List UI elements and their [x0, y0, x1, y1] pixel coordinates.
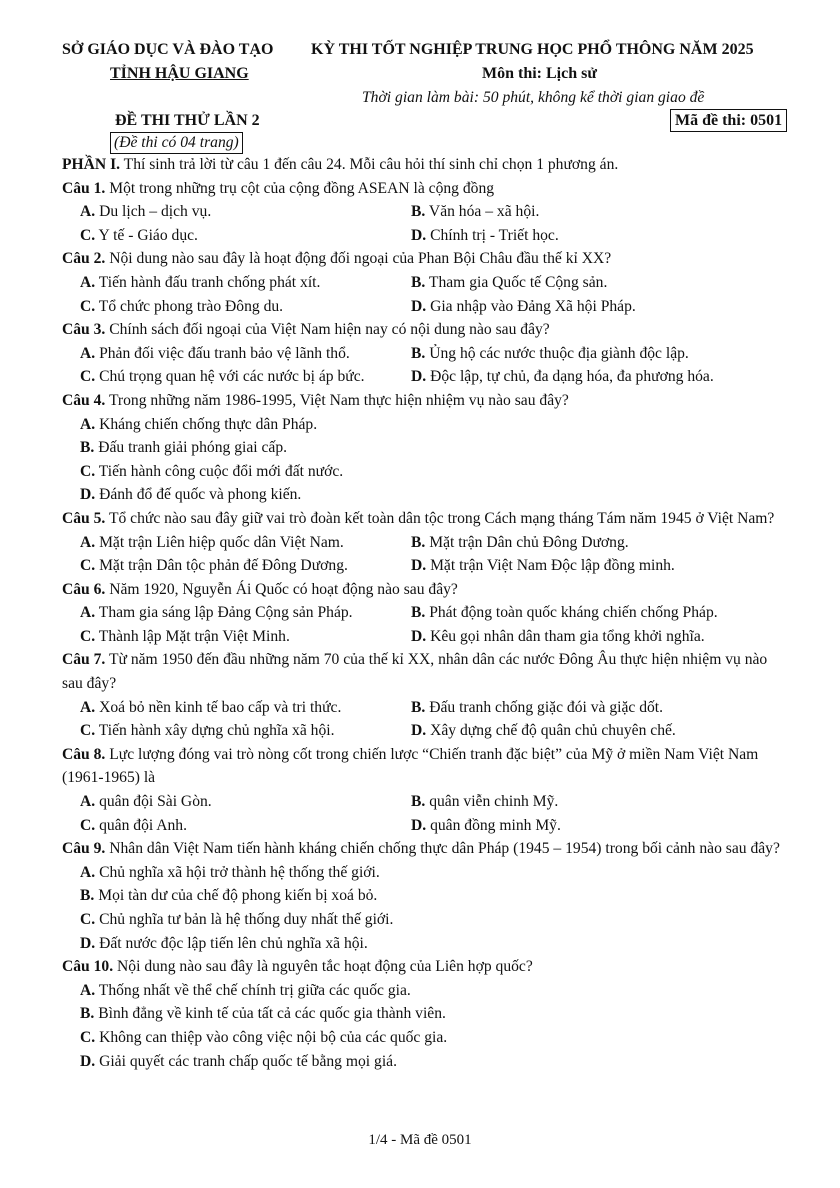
- option-text: Đất nước độc lập tiến lên chủ nghĩa xã hội.: [95, 934, 368, 952]
- option-letter: D.: [411, 368, 427, 386]
- option-letter: B.: [411, 344, 426, 362]
- option-text: Văn hóa – xã hội.: [425, 203, 540, 221]
- option-letter: A.: [80, 863, 96, 881]
- option-letter: D.: [80, 486, 96, 504]
- answer-option: [411, 601, 790, 625]
- option-letter: A.: [80, 698, 96, 716]
- question-number: Câu 8.: [62, 745, 106, 763]
- option-row: [62, 790, 790, 814]
- question-3: [62, 318, 790, 389]
- option-letter: B.: [411, 793, 426, 811]
- question-number: Câu 1.: [62, 179, 106, 197]
- part-text: Thí sinh trả lời từ câu 1 đến câu 24. Mỗi câu hỏi thí sinh chỉ chọn 1 phương án.: [120, 156, 619, 173]
- question-text: Tổ chức nào sau đây giữ vai trò đoàn kết toàn dân tộc trong Cách mạng tháng Tám năm 1945 ở Việt Nam?: [105, 509, 775, 527]
- question-number: Câu 6.: [62, 580, 106, 598]
- answer-option: [62, 224, 411, 248]
- answer-option: [62, 814, 411, 838]
- questions-section: [62, 153, 790, 1073]
- option-row: [62, 295, 790, 319]
- option-row: [62, 224, 790, 248]
- option-text: Du lịch – dịch vụ.: [95, 203, 212, 221]
- question-number: Câu 7.: [62, 651, 106, 669]
- subject-line: Môn thi: Lịch sử: [482, 65, 597, 82]
- option-text: Không can thiệp vào công việc nội bộ của các quốc gia.: [95, 1028, 448, 1046]
- option-letter: C.: [80, 297, 96, 315]
- province-name: TỈNH HẬU GIANG: [110, 65, 249, 82]
- option-text: Đấu tranh giải phóng giai cấp.: [94, 439, 288, 457]
- answer-option: [411, 554, 790, 578]
- option-text: Độc lập, tự chủ, đa dạng hóa, đa phương hóa.: [426, 368, 714, 386]
- question-stem: [62, 318, 790, 342]
- option-letter: B.: [80, 439, 95, 457]
- option-letter: A.: [80, 793, 96, 811]
- option-letter: C.: [80, 368, 96, 386]
- part-label: PHẦN I.: [62, 156, 121, 173]
- option-letter: C.: [80, 627, 96, 645]
- question-stem: [62, 578, 790, 602]
- option-text: Giải quyết các tranh chấp quốc tế bằng mọi giá.: [95, 1052, 397, 1070]
- page-footer: 1/4 - Mã đề 0501: [368, 1132, 472, 1148]
- question-text: Nội dung nào sau đây là hoạt động đối ngoại của Phan Bội Châu đầu thế kỉ XX?: [105, 250, 612, 268]
- question-8: [62, 743, 790, 837]
- answer-option: [62, 200, 411, 224]
- question-10: [62, 955, 790, 1073]
- answer-option: [62, 908, 790, 932]
- answer-option: [62, 790, 411, 814]
- answer-option: [411, 814, 790, 838]
- question-text: Chính sách đối ngoại của Việt Nam hiện nay có nội dung nào sau đây?: [105, 321, 550, 339]
- option-text: Phát động toàn quốc kháng chiến chống Pháp.: [425, 604, 718, 622]
- option-letter: D.: [411, 627, 427, 645]
- answer-option: [411, 295, 790, 319]
- option-letter: D.: [80, 1052, 96, 1070]
- option-text: Thống nhất về thể chế chính trị giữa các quốc gia.: [95, 981, 411, 999]
- question-1: [62, 177, 790, 248]
- question-number: Câu 4.: [62, 391, 106, 409]
- option-text: Tiến hành công cuộc đổi mới đất nước.: [95, 462, 344, 480]
- answer-option: [411, 790, 790, 814]
- option-letter: C.: [80, 462, 96, 480]
- option-text: Tiến hành đấu tranh chống phát xít.: [95, 273, 321, 291]
- exam-code-box: Mã đề thi: 0501: [670, 109, 787, 132]
- answer-option: [62, 601, 411, 625]
- option-row: [62, 696, 790, 720]
- question-number: Câu 3.: [62, 321, 106, 339]
- exam-title: KỲ THI TỐT NGHIỆP TRUNG HỌC PHỔ THÔNG NĂM 2025: [311, 41, 754, 58]
- option-text: Xây dựng chế độ quân chủ chuyên chế.: [426, 722, 676, 740]
- option-text: Mặt trận Dân tộc phản đế Đông Dương.: [95, 557, 348, 575]
- option-letter: D.: [411, 722, 427, 740]
- question-text: Nội dung nào sau đây là nguyên tắc hoạt động của Liên hợp quốc?: [113, 958, 533, 976]
- answer-option: [62, 719, 411, 743]
- option-row: [62, 365, 790, 389]
- answer-option: [62, 460, 790, 484]
- option-letter: B.: [411, 698, 426, 716]
- option-text: Gia nhập vào Đảng Xã hội Pháp.: [426, 297, 636, 315]
- question-list: [62, 177, 790, 1074]
- option-text: Kêu gọi nhân dân tham gia tổng khởi nghĩa.: [426, 627, 705, 645]
- option-letter: C.: [80, 1028, 96, 1046]
- option-letter: A.: [80, 415, 96, 433]
- option-text: Chủ nghĩa xã hội trở thành hệ thống thế giới.: [95, 863, 380, 881]
- option-text: Mọi tàn dư của chế độ phong kiến bị xoá bỏ.: [94, 887, 378, 905]
- option-letter: C.: [80, 722, 96, 740]
- question-4: [62, 389, 790, 507]
- option-letter: A.: [80, 344, 96, 362]
- answer-option: [62, 696, 411, 720]
- option-letter: B.: [411, 273, 426, 291]
- option-letter: D.: [411, 816, 427, 834]
- answer-option: [411, 342, 790, 366]
- question-stem: [62, 743, 790, 790]
- question-stem: [62, 837, 790, 861]
- question-number: Câu 10.: [62, 958, 114, 976]
- question-stem: [62, 648, 790, 695]
- question-2: [62, 247, 790, 318]
- option-text: Tổ chức phong trào Đông du.: [95, 297, 284, 315]
- option-letter: C.: [80, 816, 96, 834]
- option-text: quân đội Anh.: [95, 816, 187, 834]
- question-number: Câu 5.: [62, 509, 106, 527]
- question-text: Nhân dân Việt Nam tiến hành kháng chiến chống thực dân Pháp (1945 – 1954) trong bối cảnh nào sau đây?: [105, 840, 780, 858]
- answer-option: [62, 554, 411, 578]
- answer-option: [62, 271, 411, 295]
- question-text: Một trong những trụ cột của cộng đồng ASEAN là cộng đồng: [105, 179, 495, 197]
- exam-header: [0, 38, 840, 158]
- answer-option: [62, 979, 790, 1003]
- option-row: [62, 554, 790, 578]
- answer-option: [62, 1050, 790, 1074]
- option-row: [62, 200, 790, 224]
- answer-option: [62, 1002, 790, 1026]
- answer-option: [411, 625, 790, 649]
- option-letter: A.: [80, 273, 96, 291]
- answer-option: [411, 719, 790, 743]
- option-text: Tham gia Quốc tế Cộng sản.: [425, 273, 608, 291]
- option-text: Mặt trận Dân chủ Đông Dương.: [425, 533, 629, 551]
- option-text: Bình đẳng về kinh tế của tất cả các quốc gia thành viên.: [94, 1005, 446, 1023]
- trial-label: ĐỀ THI THỬ LẦN 2: [115, 112, 260, 129]
- option-letter: D.: [411, 557, 427, 575]
- question-text: Năm 1920, Nguyễn Ái Quốc có hoạt động nào sau đây?: [105, 580, 458, 598]
- question-stem: [62, 247, 790, 271]
- option-text: quân đội Sài Gòn.: [95, 793, 212, 811]
- option-text: Chú trọng quan hệ với các nước bị áp bức.: [95, 368, 365, 386]
- option-letter: B.: [411, 203, 426, 221]
- question-5: [62, 507, 790, 578]
- question-stem: [62, 177, 790, 201]
- option-text: Y tế - Giáo dục.: [95, 226, 198, 244]
- answer-option: [411, 271, 790, 295]
- option-text: Chủ nghĩa tư bản là hệ thống duy nhất thế giới.: [95, 911, 394, 928]
- option-letter: A.: [80, 533, 96, 551]
- option-letter: B.: [80, 887, 95, 905]
- answer-option: [62, 436, 790, 460]
- option-text: Mặt trận Việt Nam Độc lập đồng minh.: [426, 557, 675, 575]
- option-letter: D.: [411, 297, 427, 315]
- option-letter: B.: [411, 533, 426, 551]
- option-row: [62, 601, 790, 625]
- question-9: [62, 837, 790, 955]
- question-text: Lực lượng đóng vai trò nòng cốt trong chiến lược “Chiến tranh đặc biệt” của Mỹ ở miền Nam Việt Nam (1961-1965) là: [62, 745, 759, 787]
- department-name: SỞ GIÁO DỤC VÀ ĐÀO TẠO: [62, 41, 274, 58]
- answer-option: [62, 295, 411, 319]
- option-row: [62, 342, 790, 366]
- answer-option: [62, 531, 411, 555]
- question-number: Câu 2.: [62, 250, 106, 268]
- pages-note: (Đề thi có 04 trang): [110, 132, 243, 154]
- question-7: [62, 648, 790, 742]
- answer-option: [62, 413, 790, 437]
- answer-option: [62, 884, 790, 908]
- answer-option: [62, 483, 790, 507]
- answer-option: [62, 861, 790, 885]
- time-note: Thời gian làm bài: 50 phút, không kể thời gian giao đề: [362, 89, 705, 106]
- answer-option: [411, 224, 790, 248]
- option-text: quân đồng minh Mỹ.: [426, 816, 561, 834]
- answer-option: [62, 342, 411, 366]
- question-number: Câu 9.: [62, 840, 106, 858]
- answer-option: [62, 365, 411, 389]
- question-stem: [62, 507, 790, 531]
- option-letter: A.: [80, 203, 96, 221]
- answer-option: [62, 625, 411, 649]
- question-text: Trong những năm 1986-1995, Việt Nam thực hiện nhiệm vụ nào sau đây?: [105, 391, 569, 409]
- option-letter: D.: [80, 934, 96, 952]
- option-letter: C.: [80, 911, 96, 928]
- option-row: [62, 625, 790, 649]
- option-text: Chính trị - Triết học.: [426, 226, 559, 244]
- answer-option: [411, 531, 790, 555]
- option-text: Phản đối việc đấu tranh bảo vệ lãnh thổ.: [95, 344, 350, 362]
- option-text: Tham gia sáng lập Đảng Cộng sản Pháp.: [95, 604, 353, 622]
- option-text: Đấu tranh chống giặc đói và giặc dốt.: [425, 698, 664, 716]
- question-stem: [62, 389, 790, 413]
- option-text: Tiến hành xây dựng chủ nghĩa xã hội.: [95, 722, 335, 740]
- question-text: Từ năm 1950 đến đầu những năm 70 của thế kỉ XX, nhân dân các nước Đông Âu thực hiện nhiệm vụ nào sau đây?: [62, 651, 768, 693]
- option-row: [62, 271, 790, 295]
- option-row: [62, 814, 790, 838]
- answer-option: [411, 365, 790, 389]
- question-stem: [62, 955, 790, 979]
- answer-option: [62, 932, 790, 956]
- option-letter: B.: [411, 604, 426, 622]
- option-row: [62, 719, 790, 743]
- option-row: [62, 531, 790, 555]
- option-text: Ủng hộ các nước thuộc địa giành độc lập.: [425, 344, 689, 362]
- option-letter: C.: [80, 557, 96, 575]
- option-text: quân viễn chinh Mỹ.: [425, 793, 559, 811]
- question-6: [62, 578, 790, 649]
- answer-option: [411, 696, 790, 720]
- option-text: Đánh đổ đế quốc và phong kiến.: [95, 486, 302, 504]
- option-text: Mặt trận Liên hiệp quốc dân Việt Nam.: [95, 533, 344, 551]
- option-text: Xoá bỏ nền kinh tế bao cấp và tri thức.: [95, 698, 342, 716]
- option-letter: A.: [80, 604, 96, 622]
- answer-option: [411, 200, 790, 224]
- answer-option: [62, 1026, 790, 1050]
- option-letter: A.: [80, 981, 96, 999]
- option-letter: C.: [80, 226, 96, 244]
- option-letter: B.: [80, 1005, 95, 1023]
- option-text: Kháng chiến chống thực dân Pháp.: [95, 415, 318, 433]
- option-text: Thành lập Mặt trận Việt Minh.: [95, 627, 290, 645]
- part-instruction: [62, 153, 790, 177]
- option-letter: D.: [411, 226, 427, 244]
